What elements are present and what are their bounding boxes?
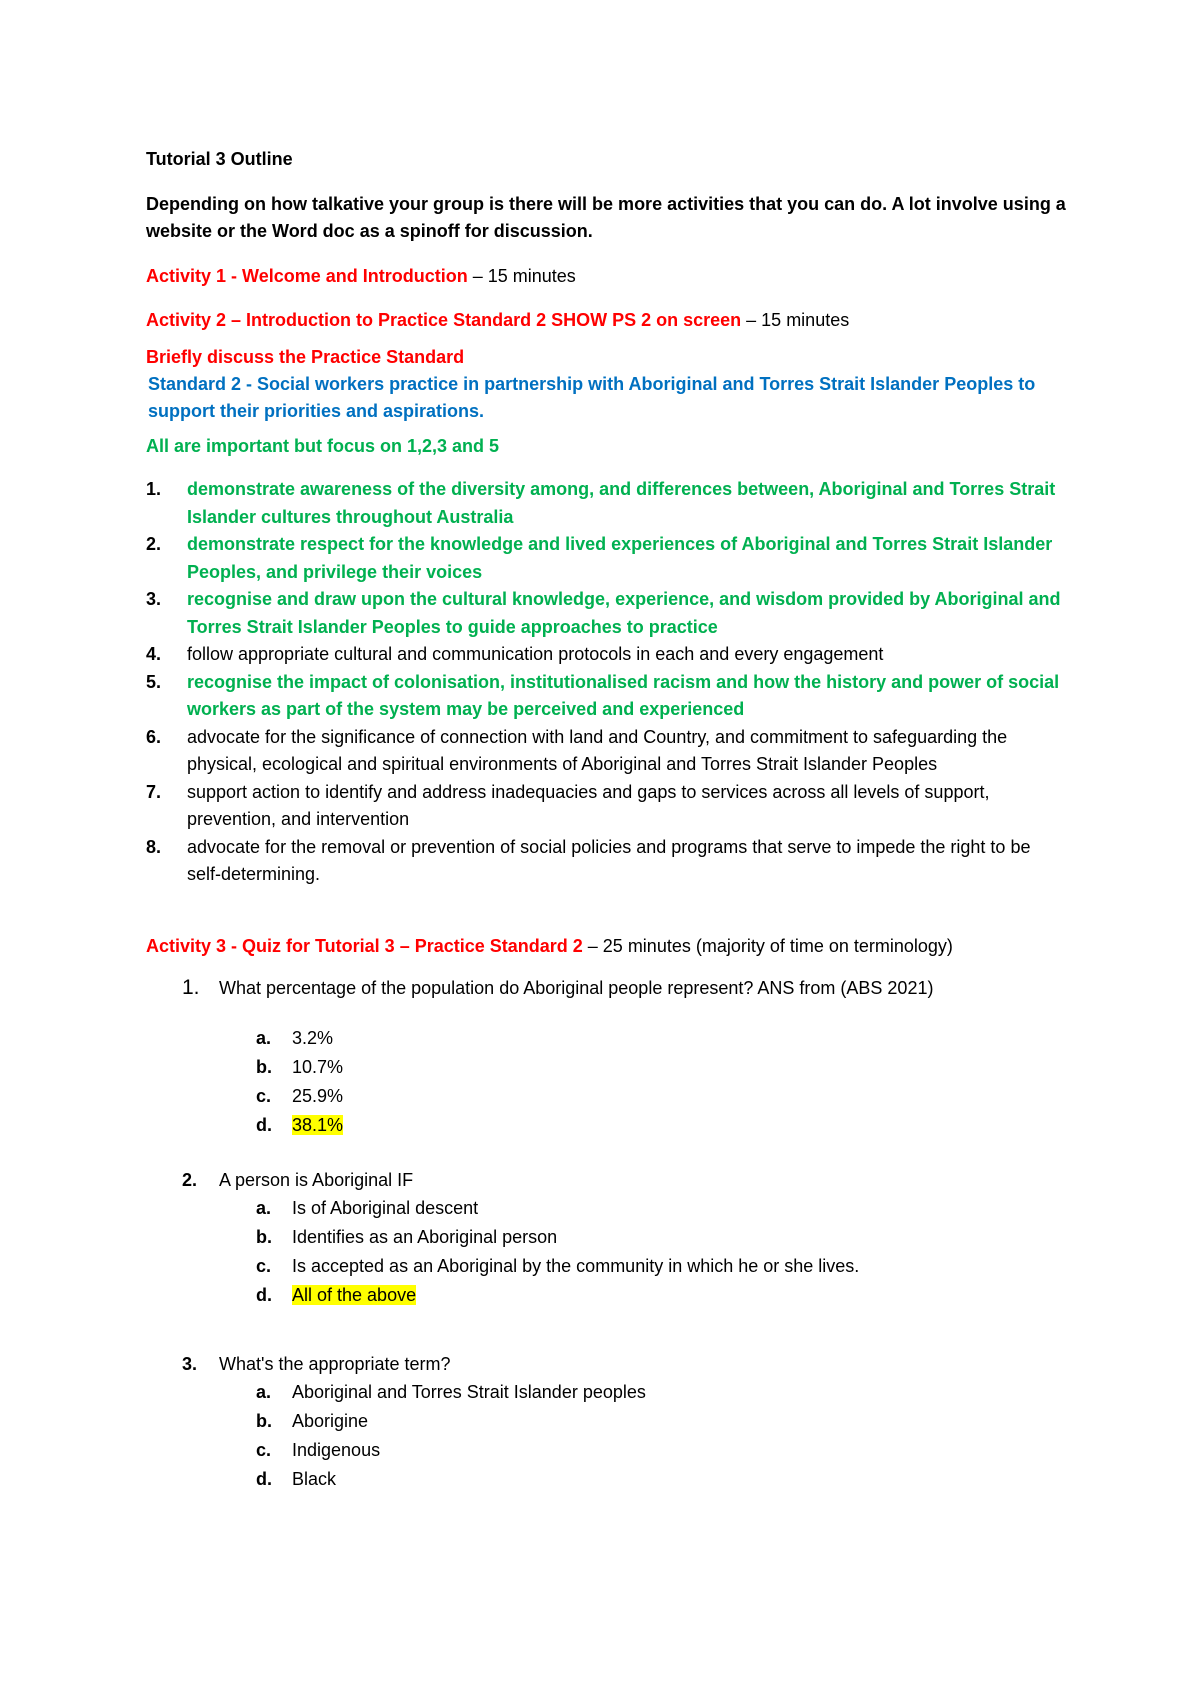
objective-number: 7. [146, 781, 162, 802]
question-text: What's the appropriate term? [219, 1353, 451, 1374]
objective-text: demonstrate awareness of the diversity among, and differences between, Aboriginal and Torres Strait Islander cultures throughout Australia [187, 479, 1056, 527]
objective-item [146, 834, 1066, 889]
highlighted-answer: All of the above [292, 1284, 417, 1305]
answer-option [146, 1378, 1066, 1407]
objective-item [146, 641, 1066, 669]
objective-text: recognise the impact of colonisation, institutionalised racism and how the history and power of social workers as part of the system may be perceived and experienced [187, 671, 1060, 719]
option-text: Is accepted as an Aboriginal by the community in which he or she lives. [292, 1255, 860, 1276]
focus-note: All are important but focus on 1,2,3 and 5 [146, 436, 500, 456]
option-text: 25.9% [292, 1085, 344, 1106]
objective-number: 2. [146, 534, 162, 554]
question-number: 3. [182, 1353, 198, 1374]
activity-3-label: Activity 3 - Quiz for Tutorial 3 – Practice Standard 2 [146, 935, 583, 956]
option-letter: a. [256, 1381, 272, 1402]
option-letter: d. [256, 1284, 272, 1305]
answer-option [146, 1465, 1066, 1494]
option-letter: b. [256, 1056, 272, 1077]
objective-text: recognise and draw upon the cultural knowledge, experience, and wisdom provided by Aboriginal and Torres Strait Islander Peoples to guide approaches to practice [187, 589, 1061, 637]
answer-option [146, 1082, 1066, 1111]
discuss-note: Briefly discuss the Practice Standard [146, 347, 465, 367]
option-letter: d. [256, 1114, 272, 1135]
answer-option [146, 1111, 1066, 1140]
document-body [146, 146, 1066, 1494]
answer-option [146, 1281, 1066, 1310]
standard-statement: Standard 2 - Social workers practice in partnership with Aboriginal and Torres Strait Islander Peoples to support their priorities and aspirations. [148, 374, 1036, 421]
activity-1-heading [146, 263, 1066, 290]
objective-item [146, 531, 1066, 586]
activity-1-label: Activity 1 - Welcome and Introduction [146, 266, 468, 286]
answer-option [146, 1436, 1066, 1465]
option-letter: a. [256, 1197, 272, 1218]
activity-1-time: – 15 minutes [467, 266, 576, 286]
option-text: Indigenous [292, 1439, 381, 1460]
objective-item [146, 476, 1066, 531]
option-text: 10.7% [292, 1056, 344, 1077]
option-text: 3.2% [292, 1027, 334, 1048]
objective-text: follow appropriate cultural and communication protocols in each and every engagement [187, 644, 884, 664]
objective-text: support action to identify and address inadequacies and gaps to services across all levels of support, prevention, and intervention [187, 781, 990, 829]
answer-option [146, 1024, 1066, 1053]
objective-number: 4. [146, 644, 162, 664]
objective-number: 5. [146, 671, 162, 692]
quiz-question [146, 1166, 1066, 1194]
option-text: Black [292, 1468, 337, 1489]
option-letter: a. [256, 1027, 272, 1048]
objective-text: advocate for the removal or prevention of social policies and programs that serve to impede the right to be self-determining. [187, 836, 1031, 884]
option-letter: c. [256, 1439, 272, 1460]
quiz-questions [146, 974, 1066, 1494]
objective-item [146, 724, 1066, 779]
objective-number: 3. [146, 589, 162, 609]
activity-3-heading [146, 933, 1066, 960]
option-letter: d. [256, 1468, 272, 1489]
option-text: Aborigine [292, 1410, 369, 1431]
question-text: What percentage of the population do Aboriginal people represent? ANS from (ABS 2021) [219, 977, 934, 998]
answer-option [146, 1407, 1066, 1436]
quiz-question [146, 974, 1066, 1002]
objective-item [146, 669, 1066, 724]
document-title: Tutorial 3 Outline [146, 149, 293, 169]
objective-text: demonstrate respect for the knowledge and lived experiences of Aboriginal and Torres Strait Islander Peoples, and privilege their voices [187, 534, 1053, 582]
answer-option [146, 1194, 1066, 1223]
option-letter: b. [256, 1410, 272, 1431]
option-text: Is of Aboriginal descent [292, 1197, 479, 1218]
question-text: A person is Aboriginal IF [219, 1169, 414, 1190]
objective-item [146, 586, 1066, 641]
option-text: Identifies as an Aboriginal person [292, 1226, 558, 1247]
intro-paragraph: Depending on how talkative your group is there will be more activities that you can do. A lot involve using a website or the Word doc as a spinoff for discussion. [146, 194, 1066, 241]
question-number: 1. [182, 975, 200, 999]
highlighted-answer: 38.1% [292, 1114, 344, 1135]
quiz-question [146, 1350, 1066, 1378]
option-letter: c. [256, 1255, 272, 1276]
question-number: 2. [182, 1169, 198, 1190]
objective-item [146, 779, 1066, 834]
activity-2-time: – 15 minutes [741, 310, 850, 330]
option-letter: b. [256, 1226, 272, 1247]
objective-number: 6. [146, 726, 162, 747]
objective-text: advocate for the significance of connection with land and Country, and commitment to safeguarding the physical, ecological and spiritual environments of Aboriginal and Torres Strait Islander Peoples [187, 726, 1008, 774]
activity-3-time: – 25 minutes (majority of time on terminology) [582, 935, 953, 956]
activity-2-heading [146, 307, 1066, 334]
activity-2-label: Activity 2 – Introduction to Practice Standard 2 SHOW PS 2 on screen [146, 310, 742, 330]
option-text: Aboriginal and Torres Strait Islander peoples [292, 1381, 646, 1402]
answer-option [146, 1252, 1066, 1281]
objectives-list [146, 476, 1066, 889]
answer-option [146, 1223, 1066, 1252]
objective-number: 8. [146, 836, 162, 857]
objective-number: 1. [146, 479, 162, 499]
option-letter: c. [256, 1085, 272, 1106]
answer-option [146, 1053, 1066, 1082]
